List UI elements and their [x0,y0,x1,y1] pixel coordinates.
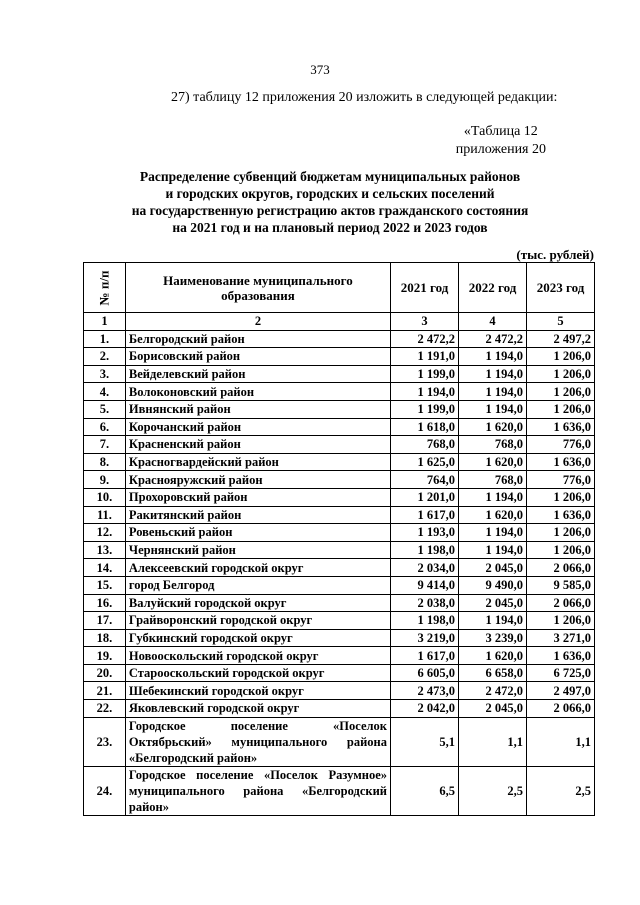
value-2022: 2 045,0 [459,700,527,718]
row-number: 20. [84,664,126,682]
index-cell: 3 [391,313,459,331]
table-row [84,647,595,665]
table-row [84,506,595,524]
value-2023: 1 206,0 [527,488,595,506]
value-2022: 1 194,0 [459,488,527,506]
value-2022: 1 620,0 [459,647,527,665]
table-row [84,418,595,436]
document-title [0,168,640,236]
value-2023: 1 636,0 [527,647,595,665]
value-2023: 1 206,0 [527,541,595,559]
table-row [84,365,595,383]
table-header-row [84,263,595,313]
row-name: Белгородский район [125,330,390,348]
row-number: 11. [84,506,126,524]
value-2022: 1 194,0 [459,365,527,383]
table-row [84,453,595,471]
table-reference [456,123,546,159]
row-number: 24. [84,766,126,815]
index-cell: 4 [459,313,527,331]
value-2021: 1 617,0 [391,647,459,665]
row-number: 10. [84,488,126,506]
value-2021: 2 473,0 [391,682,459,700]
value-2023: 2 497,0 [527,682,595,700]
value-2021: 1 191,0 [391,348,459,366]
row-number: 13. [84,541,126,559]
row-name: Борисовский район [125,348,390,366]
row-number: 14. [84,559,126,577]
row-name: Краснояружский район [125,471,390,489]
value-2023: 2 066,0 [527,594,595,612]
units-label: (тыс. рублей) [516,247,594,262]
page-number: 373 [310,62,330,77]
value-2023: 1 206,0 [527,348,595,366]
row-name: Прохоровский район [125,488,390,506]
row-number: 6. [84,418,126,436]
value-2022: 768,0 [459,436,527,454]
value-2022: 2 045,0 [459,559,527,577]
subvention-table [83,262,595,816]
value-2022: 2 045,0 [459,594,527,612]
value-2022: 3 239,0 [459,629,527,647]
value-2022: 1 620,0 [459,506,527,524]
row-number: 19. [84,647,126,665]
row-name: город Белгород [125,576,390,594]
row-name: Шебекинский городской округ [125,682,390,700]
header-2021: 2021 год [391,263,459,313]
row-name: Ивнянский район [125,400,390,418]
row-name: Вейделевский район [125,365,390,383]
instruction-text: 27) таблицу 12 приложения 20 изложить в следующей редакции: [171,90,558,105]
table-row [84,541,595,559]
value-2022: 2 472,0 [459,682,527,700]
value-2023: 1 636,0 [527,418,595,436]
value-2022: 9 490,0 [459,576,527,594]
table-row [84,594,595,612]
value-2021: 1 201,0 [391,488,459,506]
value-2023: 2,5 [527,766,595,815]
row-number: 2. [84,348,126,366]
table-row [84,488,595,506]
table-row [84,524,595,542]
table-row [84,682,595,700]
value-2021: 3 219,0 [391,629,459,647]
value-2021: 1 199,0 [391,365,459,383]
row-name: Городское поселение «Поселок Октябрьский» муниципального района «Белгородский район» [125,717,390,766]
title-line: Распределение субвенций бюджетам муниципальных районов [139,169,521,184]
table-row [84,717,595,766]
value-2023: 2 066,0 [527,559,595,577]
row-name: Валуйский городской округ [125,594,390,612]
value-2022: 1 194,0 [459,383,527,401]
row-name: Красногвардейский район [125,453,390,471]
header-2023: 2023 год [527,263,595,313]
value-2023: 776,0 [527,436,595,454]
value-2022: 2 472,2 [459,330,527,348]
row-name: Волоконовский район [125,383,390,401]
table-row [84,348,595,366]
row-number: 3. [84,365,126,383]
row-name: Чернянский район [125,541,390,559]
row-name: Старооскольский городской округ [125,664,390,682]
table-ref-line: приложения 20 [455,142,546,157]
value-2023: 3 271,0 [527,629,595,647]
row-name: Яковлевский городской округ [125,700,390,718]
value-2021: 6 605,0 [391,664,459,682]
header-number: № п/п [84,263,126,313]
table-row [84,436,595,454]
value-2021: 2 038,0 [391,594,459,612]
value-2021: 1 625,0 [391,453,459,471]
table-row [84,330,595,348]
value-2022: 6 658,0 [459,664,527,682]
row-name: Городское поселение «Поселок Разумное» муниципального района «Белгородский район» [125,766,390,815]
value-2023: 1 206,0 [527,524,595,542]
value-2023: 776,0 [527,471,595,489]
value-2023: 2 066,0 [527,700,595,718]
table-row [84,400,595,418]
index-cell: 1 [84,313,126,331]
index-cell: 2 [125,313,390,331]
value-2023: 1 206,0 [527,400,595,418]
row-number: 12. [84,524,126,542]
table-row [84,576,595,594]
title-line: на государственную регистрацию актов гражданского состояния [131,203,529,218]
value-2022: 1 194,0 [459,612,527,630]
value-2022: 768,0 [459,471,527,489]
row-name: Губкинский городской округ [125,629,390,647]
table-row [84,766,595,815]
value-2021: 764,0 [391,471,459,489]
row-number: 7. [84,436,126,454]
value-2023: 1 636,0 [527,453,595,471]
value-2023: 1 206,0 [527,365,595,383]
value-2022: 1 194,0 [459,400,527,418]
title-line: и городских округов, городских и сельских поселений [165,186,495,201]
value-2023: 1 206,0 [527,383,595,401]
row-name: Ракитянский район [125,506,390,524]
value-2021: 1 198,0 [391,612,459,630]
value-2021: 1 193,0 [391,524,459,542]
value-2021: 6,5 [391,766,459,815]
row-number: 23. [84,717,126,766]
table-row [84,700,595,718]
row-name: Алексеевский городской округ [125,559,390,577]
row-number: 5. [84,400,126,418]
row-name: Корочанский район [125,418,390,436]
row-number: 9. [84,471,126,489]
value-2021: 9 414,0 [391,576,459,594]
column-index-row [84,313,595,331]
value-2023: 2 497,2 [527,330,595,348]
table-row [84,612,595,630]
value-2021: 2 034,0 [391,559,459,577]
table-row [84,471,595,489]
value-2022: 2,5 [459,766,527,815]
value-2021: 2 042,0 [391,700,459,718]
value-2023: 6 725,0 [527,664,595,682]
value-2022: 1 620,0 [459,418,527,436]
row-name: Ровеньский район [125,524,390,542]
row-number: 4. [84,383,126,401]
index-cell: 5 [527,313,595,331]
header-name: Наименование муниципального образования [125,263,390,313]
table-ref-line: «Таблица 12 [463,124,538,139]
header-2022: 2022 год [459,263,527,313]
table-row [84,559,595,577]
value-2021: 1 198,0 [391,541,459,559]
table-row [84,629,595,647]
value-2021: 5,1 [391,717,459,766]
value-2021: 768,0 [391,436,459,454]
row-number: 17. [84,612,126,630]
value-2022: 1 194,0 [459,348,527,366]
row-number: 21. [84,682,126,700]
value-2021: 1 194,0 [391,383,459,401]
value-2022: 1 194,0 [459,524,527,542]
row-number: 18. [84,629,126,647]
value-2021: 2 472,2 [391,330,459,348]
value-2021: 1 617,0 [391,506,459,524]
value-2023: 1 206,0 [527,612,595,630]
value-2022: 1 194,0 [459,541,527,559]
value-2023: 9 585,0 [527,576,595,594]
row-number: 22. [84,700,126,718]
row-number: 8. [84,453,126,471]
row-name: Красненский район [125,436,390,454]
row-name: Грайворонский городской округ [125,612,390,630]
table-row [84,664,595,682]
row-number: 1. [84,330,126,348]
row-number: 16. [84,594,126,612]
row-name: Новооскольский городской округ [125,647,390,665]
value-2021: 1 199,0 [391,400,459,418]
value-2022: 1,1 [459,717,527,766]
row-number: 15. [84,576,126,594]
value-2022: 1 620,0 [459,453,527,471]
table-row [84,383,595,401]
value-2023: 1 636,0 [527,506,595,524]
value-2023: 1,1 [527,717,595,766]
title-line: на 2021 год и на плановый период 2022 и 2023 годов [172,220,488,235]
value-2021: 1 618,0 [391,418,459,436]
